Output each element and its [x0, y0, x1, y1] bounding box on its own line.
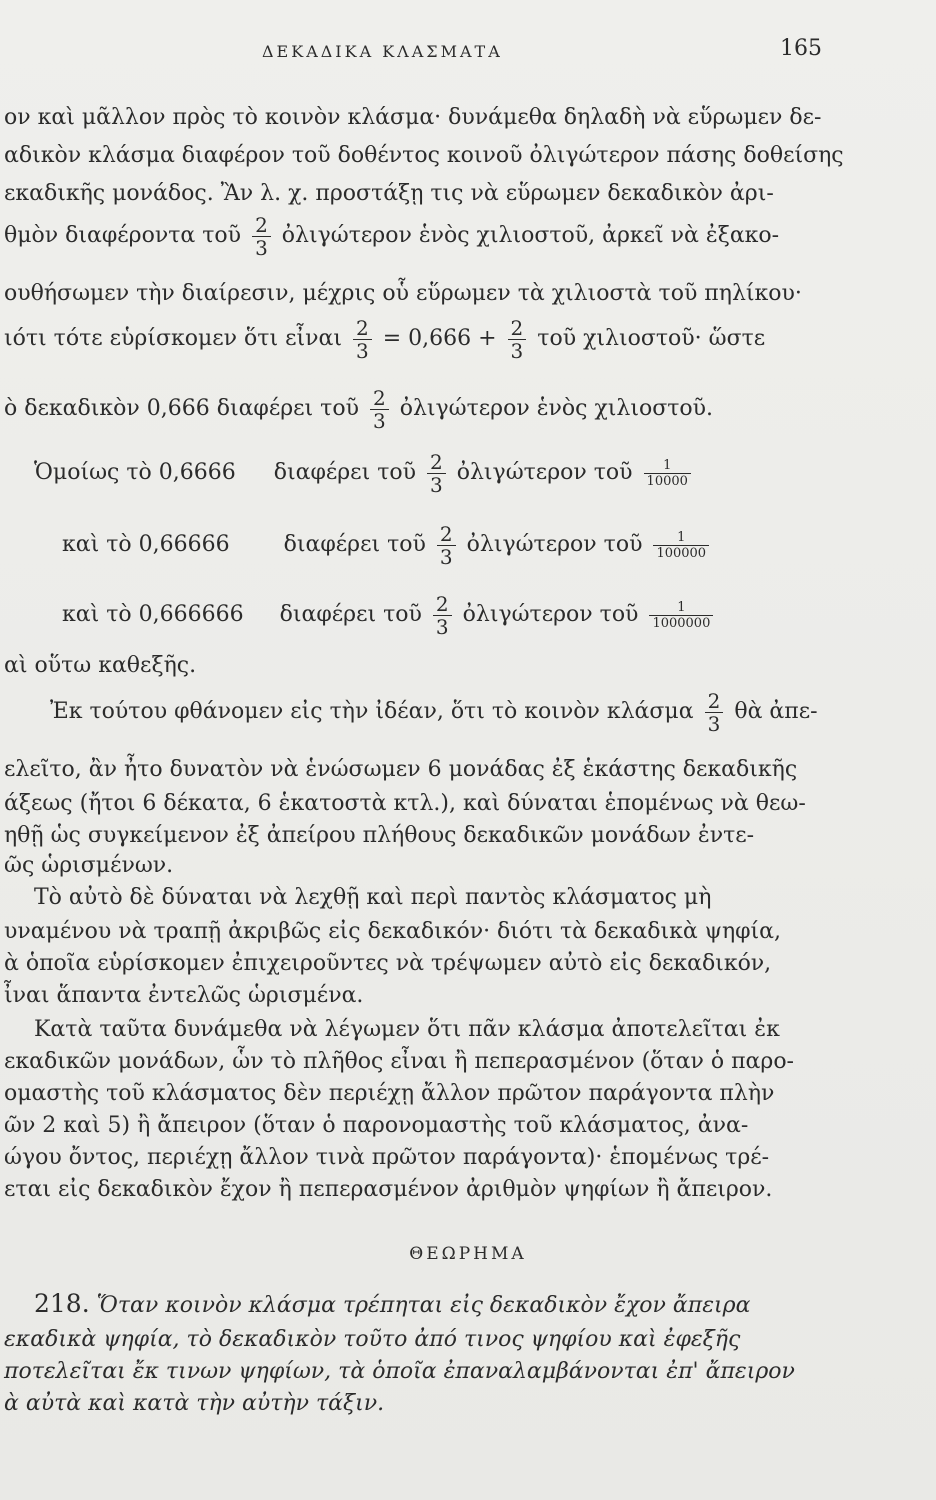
text-line-16: ῶς ὡρισμένων. — [4, 853, 174, 878]
text-line-1: ον καὶ μᾶλλον πρὸς τὸ κοινὸν κλάσμα· δυνάμεθα δηλαδὴ νὰ εὕρωμεν δε- — [4, 105, 822, 130]
text-line-7 — [4, 378, 713, 440]
text-line-24: ῶν 2 καὶ 5) ἢ ἄπειρον (ὅταν ὁ παρονομαστὴς τοῦ κλάσματος, ἀνα- — [4, 1113, 749, 1138]
equation-1-b: διαφέρει τοῦ — [273, 460, 416, 485]
text-line-25: ώγου ὄντος, περιέχῃ ἄλλον τινὰ πρῶτον παράγοντα)· ἑπομένως τρέ- — [4, 1145, 770, 1170]
text-line-6-b: = 0,666 + — [382, 326, 497, 351]
equation-3-c: ὀλιγώτερον τοῦ — [462, 602, 639, 627]
text-line-6-a: ιότι τότε εὑρίσκομεν ὅτι εἶναι — [4, 326, 342, 351]
fraction-two-thirds: $\frac{2}{3}$ — [353, 317, 372, 362]
text-line-12-a: Ἐκ τούτου φθάνομεν εἰς τὴν ἰδέαν, ὅτι τὸ κοινὸν κλάσμα — [50, 699, 694, 724]
text-line-3: εκαδικῆς μονάδος. Ἂν λ. χ. προστάξῃ τις νὰ εὕρωμεν δεκαδικὸν ἀρι- — [4, 181, 774, 206]
theorem-line-1-text: Ὅταν κοινὸν κλάσμα τρέπηται εἰς δεκαδικὸν ἔχον ἄπειρα — [96, 1293, 751, 1318]
fraction-two-thirds: $\frac{2}{3}$ — [705, 690, 724, 735]
text-line-4-b: ὀλιγώτερον ἑνὸς χιλιοστοῦ, ἀρκεῖ νὰ ἐξακο- — [281, 223, 780, 248]
theorem-heading: ΘΕΩΡΗΜΑ — [409, 1244, 527, 1264]
page-number: 165 — [780, 36, 822, 61]
fraction-two-thirds: $\frac{2}{3}$ — [427, 451, 446, 496]
equation-line-1 — [34, 442, 695, 504]
fraction-two-thirds: $\frac{2}{3}$ — [370, 387, 389, 432]
text-line-7-b: ὀλιγώτερον ἑνὸς χιλιοστοῦ. — [399, 396, 714, 421]
text-line-5: ουθήσωμεν τὴν διαίρεσιν, μέχρις οὗ εὕρωμεν τὰ χιλιοστὰ τοῦ πηλίκου· — [4, 281, 802, 306]
theorem-number: 218. — [34, 1289, 90, 1318]
text-line-18: υναμένου νὰ τραπῇ ἀκριβῶς εἰς δεκαδικόν· διότι τὰ δεκαδικὰ ψηφία, — [4, 919, 782, 944]
fraction-one-hundred-thousandth: $\frac{1}{100000}$ — [653, 530, 709, 561]
text-line-15: ηθῇ ὡς συγκείμενον ἐξ ἀπείρου πλήθους δεκαδικῶν μονάδων ἐντε- — [4, 823, 755, 848]
text-line-12-b: θὰ ἀπε- — [734, 699, 818, 724]
equation-2-c: ὀλιγώτερον τοῦ — [466, 532, 643, 557]
equation-1-a: Ὁμοίως τὸ 0,6666 — [34, 460, 236, 485]
theorem-line-1 — [34, 1290, 750, 1320]
text-line-23: ομαστὴς τοῦ κλάσματος δὲν περιέχῃ ἄλλον πρῶτον παράγοντα πλὴν — [4, 1081, 775, 1106]
equation-3-a: καὶ τὸ 0,666666 — [62, 602, 244, 627]
fraction-two-thirds: $\frac{2}{3}$ — [508, 317, 527, 362]
text-line-4 — [4, 208, 779, 264]
equation-2-b: διαφέρει τοῦ — [283, 532, 426, 557]
equation-1-c: ὀλιγώτερον τοῦ — [456, 460, 633, 485]
text-line-20: ἶναι ἅπαντα ἐντελῶς ὡρισμένα. — [4, 983, 364, 1008]
equation-line-2 — [62, 514, 713, 576]
text-line-21: Κατὰ ταῦτα δυνάμεθα νὰ λέγωμεν ὅτι πᾶν κλάσμα ἀποτελεῖται ἐκ — [34, 1017, 780, 1042]
text-line-2: αδικὸν κλάσμα διαφέρον τοῦ δοθέντος κοινοῦ ὀλιγώτερον πάσης δοθείσης — [4, 143, 844, 168]
fraction-two-thirds: $\frac{2}{3}$ — [437, 523, 456, 568]
running-title: ΔΕΚΑΔΙΚΑ ΚΛΑΣΜΑΤΑ — [262, 42, 503, 61]
text-line-22: εκαδικῶν μονάδων, ὧν τὸ πλῆθος εἶναι ἢ πεπερασμένον (ὅταν ὁ παρο- — [4, 1049, 794, 1074]
text-line-4-a: θμὸν διαφέροντα τοῦ — [4, 223, 242, 248]
text-line-11: αὶ οὕτω καθεξῆς. — [4, 653, 197, 678]
text-line-19: ὰ ὁποῖα εὑρίσκομεν ἐπιχειροῦντες νὰ τρέψωμεν αὐτὸ εἰς δεκαδικόν, — [4, 951, 772, 976]
text-line-13: ελεῖτο, ἂν ἦτο δυνατὸν νὰ ἑνώσωμεν 6 μονάδας ἐξ ἑκάστης δεκαδικῆς — [4, 757, 798, 782]
text-line-7-a: ὸ δεκαδικὸν 0,666 διαφέρει τοῦ — [4, 396, 359, 421]
theorem-line-4: ὰ αὐτὰ καὶ κατὰ τὴν αὐτὴν τάξιν. — [4, 1391, 385, 1416]
fraction-two-thirds: $\frac{2}{3}$ — [252, 214, 271, 259]
equation-line-3 — [62, 584, 717, 646]
text-line-26: εται εἰς δεκαδικὸν ἔχον ἢ πεπερασμένον ἀριθμὸν ψηφίων ἢ ἄπειρον. — [4, 1177, 773, 1202]
text-line-6 — [4, 308, 765, 370]
text-line-6-c: τοῦ χιλιοστοῦ· ὥστε — [537, 326, 766, 351]
text-line-12 — [50, 682, 818, 742]
equation-2-a: καὶ τὸ 0,66666 — [62, 532, 230, 557]
fraction-one-millionth: $\frac{1}{1000000}$ — [649, 600, 713, 631]
equation-3-b: διαφέρει τοῦ — [279, 602, 422, 627]
fraction-two-thirds: $\frac{2}{3}$ — [433, 593, 452, 638]
text-line-14: άξεως (ἤτοι 6 δέκατα, 6 ἑκατοστὰ κτλ.), καὶ δύναται ἑπομένως νὰ θεω- — [4, 791, 806, 816]
theorem-line-3: ποτελεῖται ἔκ τινων ψηφίων, τὰ ὁποῖα ἐπαναλαμβάνονται ἐπ' ἄπειρον — [4, 1359, 795, 1384]
page-header — [0, 36, 936, 66]
fraction-one-ten-thousandth: $\frac{1}{10000}$ — [644, 458, 691, 489]
theorem-line-2: εκαδικὰ ψηφία, τὸ δεκαδικὸν τοῦτο ἀπό τινος ψηφίου καὶ ἐφεξῆς — [4, 1327, 741, 1352]
text-line-17: Τὸ αὐτὸ δὲ δύναται νὰ λεχθῇ καὶ περὶ παντὸς κλάσματος μὴ — [34, 885, 712, 910]
